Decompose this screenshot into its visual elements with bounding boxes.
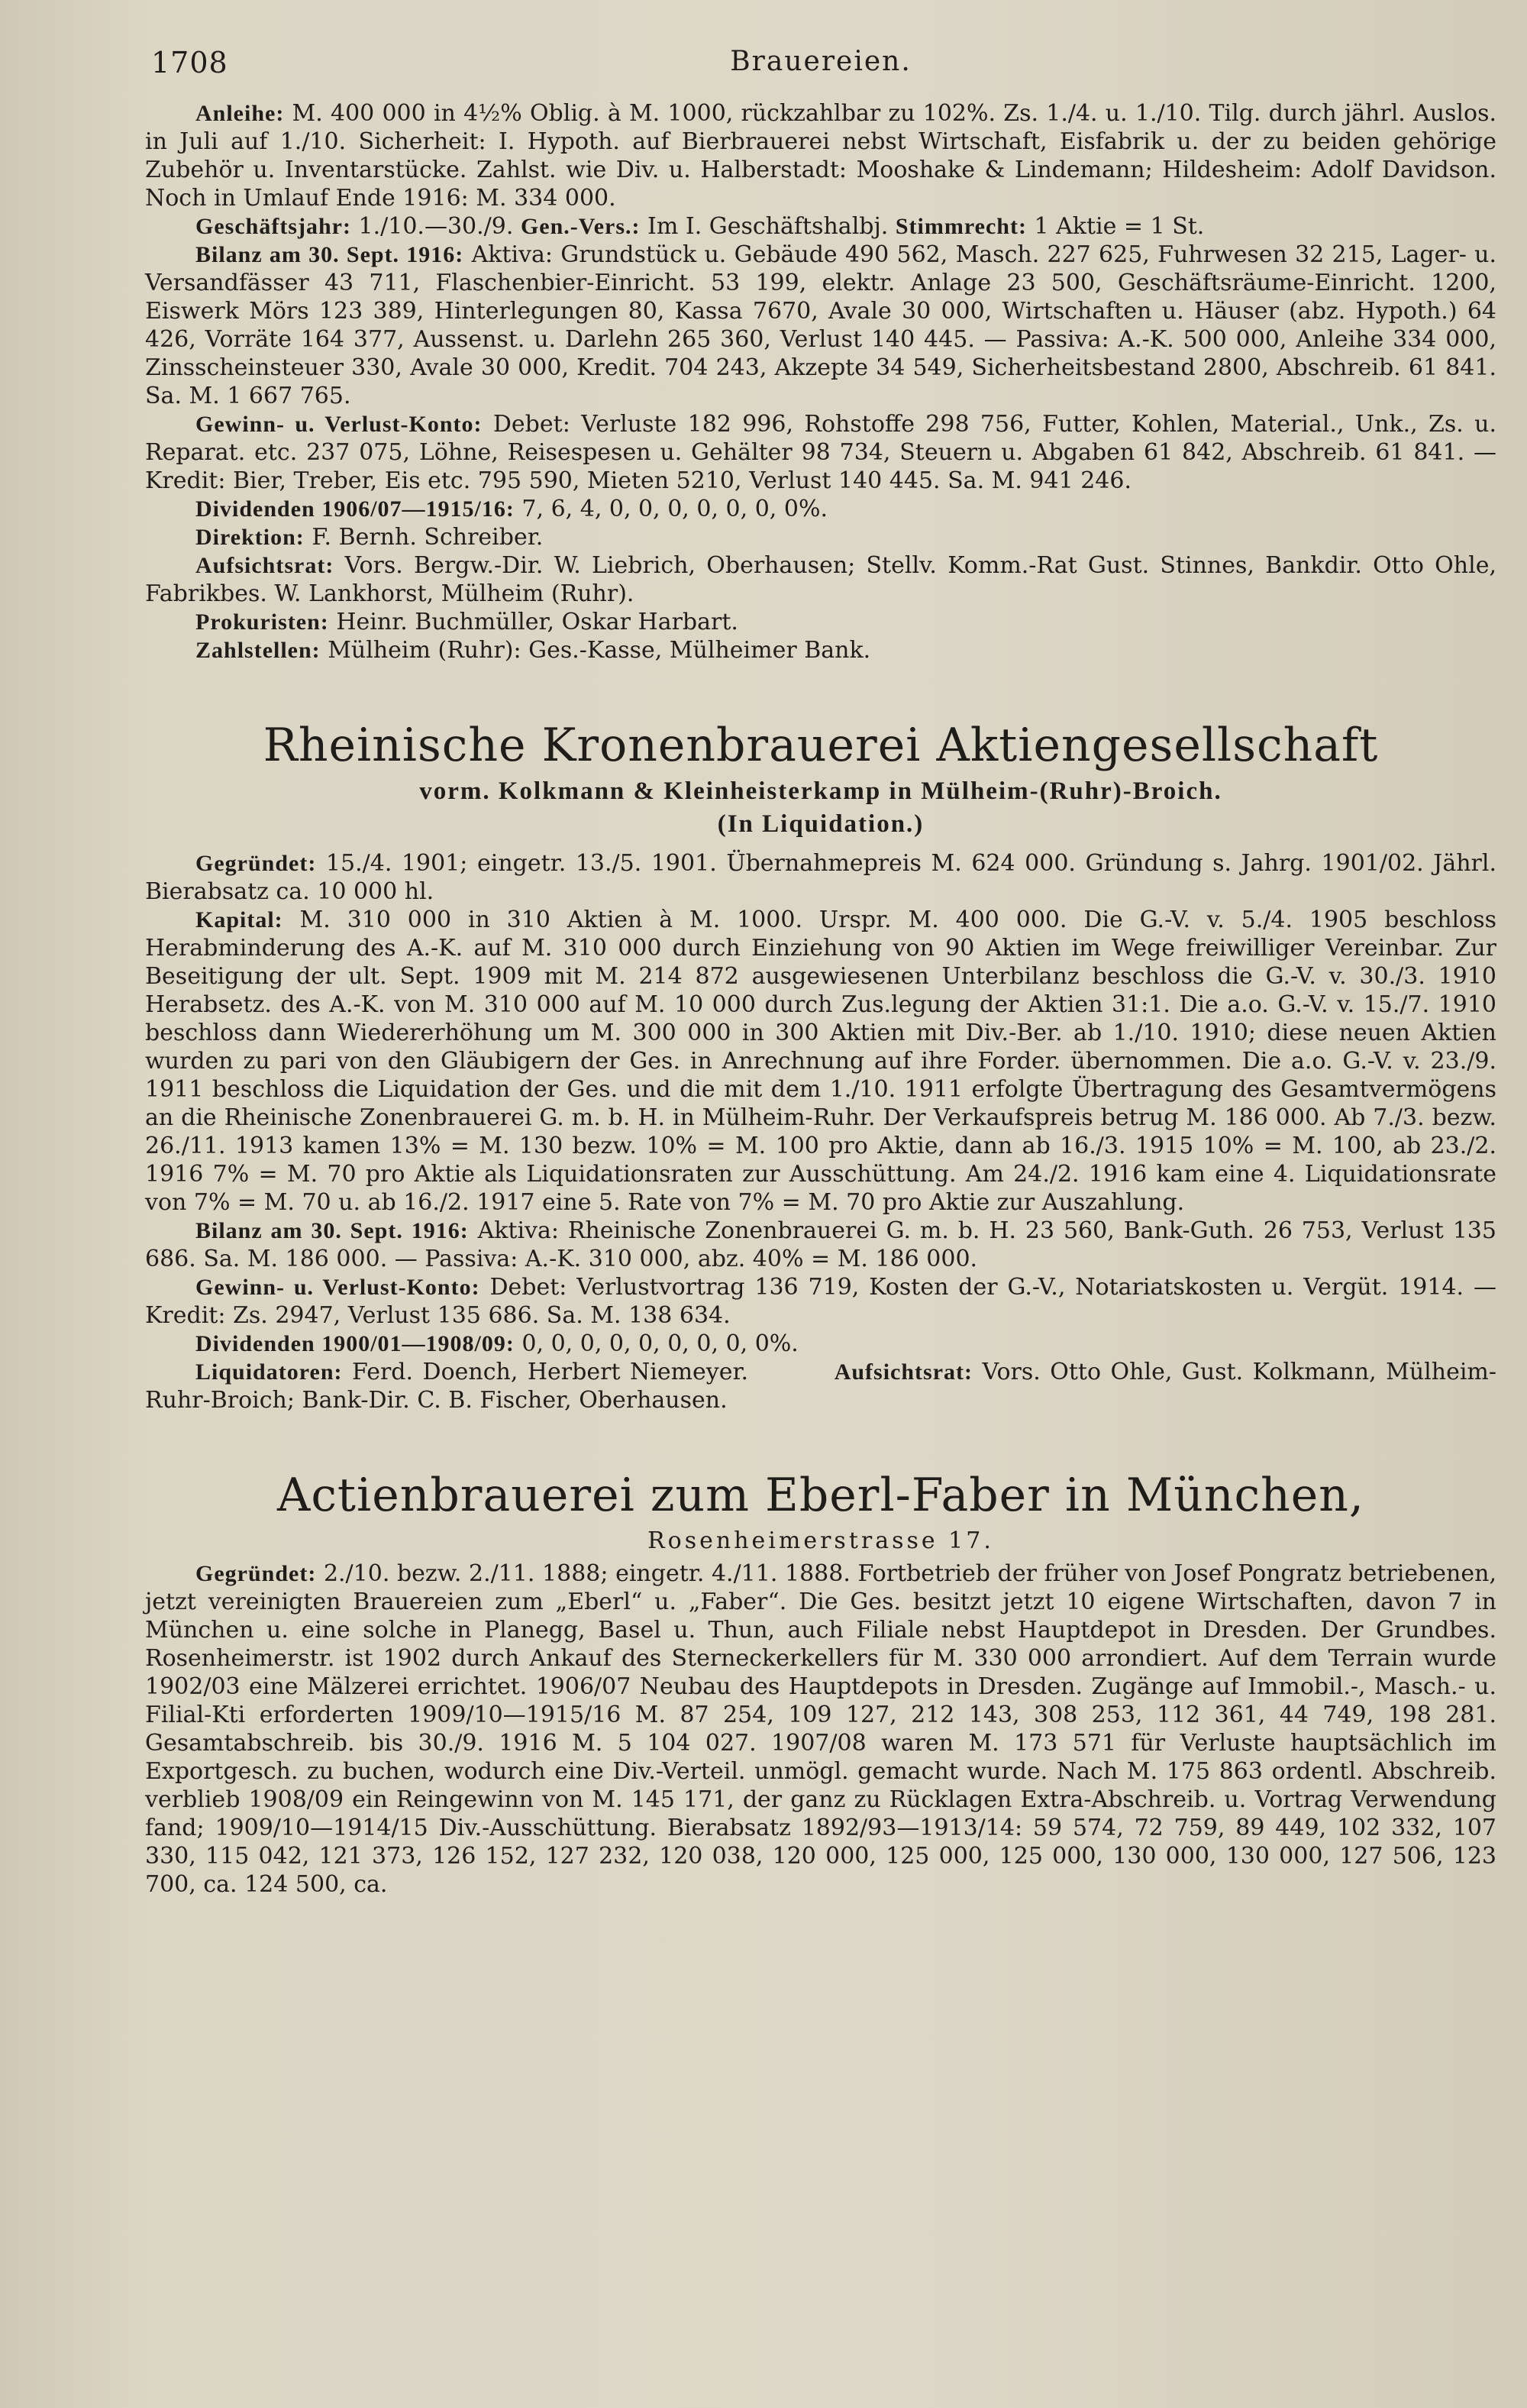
- zahlstellen-paragraph: [145, 636, 1496, 664]
- gegruendet-text: 2./10. bezw. 2./11. 1888; eingetr. 4./11. 1888. Fortbetrieb der früher von Josef Pongratz betriebenen, jetzt vereinigten Brauereien zum „Eberl“ u. „Faber“. Die Ges. besitzt jetzt 10 eigene Wirtschaften, davon 7 in München u. eine solche in Planegg, Basel u. Thun, auch Filiale nebst Hauptdepot in Dresden. Der Grundbes. Rosenheimerstr. ist 1902 durch Ankauf des Sterneckerkellers für M. 330 000 arrondiert. Auf dem Terrain wurde 1902/03 eine Mälzerei errichtet. 1906/07 Neubau des Hauptdepots in Dresden. Zugänge auf Immobil.-, Masch.- u. Filial-Kti erforderten 1909/10—1915/16 M. 87 254, 109 127, 212 143, 308 253, 112 361, 44 749, 198 281. Gesamtabschreib. bis 30./9. 1916 M. 5 104 027. 1907/08 waren M. 173 571 für Verluste hauptsächlich im Exportgesch. zu buchen, wodurch eine Div.-Verteil. unmögl. gemacht wurde. Nach M. 175 863 ordentl. Abschreib. verblieb 1908/09 ein Reingewinn von M. 145 171, der ganz zu Rücklagen Extra-Abschreib. u. Vortrag Verwendung fand; 1909/10—1914/15 Div.-Ausschüttung. Bierabsatz 1892/93—1913/14: 59 574, 72 759, 89 449, 102 332, 107 330, 115 042, 121 373, 126 152, 127 232, 120 038, 120 000, 125 000, 125 000, 130 000, 130 000, 127 506, 123 700, ca. 124 500, ca.: [145, 1560, 1496, 1898]
- prokuristen-paragraph: [145, 608, 1496, 636]
- bilanz-label: Bilanz am 30. Sept. 1916:: [195, 1218, 469, 1243]
- gegruendet-label: Gegründet:: [195, 851, 317, 876]
- prokuristen-label: Prokuristen:: [195, 609, 329, 635]
- zahlstellen-label: Zahlstellen:: [195, 638, 321, 663]
- guv-label: Gewinn- u. Verlust-Konto:: [195, 412, 483, 437]
- company-entry-eberl-faber: [145, 1468, 1496, 1899]
- geschaeftsjahr-text: 1./10.—30./9.: [358, 213, 514, 240]
- company-title: Actienbrauerei zum Eberl-Faber in München,: [276, 1469, 1365, 1522]
- liquidatoren-text: Ferd. Doench, Herbert Niemeyer.: [352, 1359, 749, 1385]
- gegruendet-paragraph: [145, 849, 1496, 906]
- stimmrecht-text: 1 Aktie = 1 St.: [1034, 213, 1205, 240]
- dividenden-label: Dividenden 1906/07—1915/16:: [195, 496, 515, 522]
- bilanz-paragraph: [145, 1217, 1496, 1273]
- kapital-label: Kapital:: [195, 907, 283, 932]
- direktion-text: F. Bernh. Schreiber.: [312, 524, 544, 551]
- kapital-paragraph: [145, 906, 1496, 1217]
- liquidatoren-label: Liquidatoren:: [195, 1359, 343, 1385]
- anleihe-paragraph: [145, 99, 1496, 212]
- guv-paragraph: [145, 1273, 1496, 1330]
- direktion-label: Direktion:: [195, 525, 305, 550]
- stimmrecht-label: Stimmrecht:: [895, 214, 1027, 239]
- direktion-paragraph: [145, 523, 1496, 551]
- dividenden-paragraph: [145, 495, 1496, 523]
- liquidatoren-paragraph: [145, 1358, 1496, 1414]
- gegruendet-text: 15./4. 1901; eingetr. 13./5. 1901. Übernahmepreis M. 624 000. Gründung s. Jahrg. 1901/02. Jährl. Bierabsatz ca. 10 000 hl.: [145, 850, 1496, 905]
- bilanz-label: Bilanz am 30. Sept. 1916:: [195, 242, 464, 267]
- guv-paragraph: [145, 410, 1496, 495]
- genvers-label: Gen.-Vers.:: [520, 214, 641, 239]
- guv-text: Debet: Verlustvortrag 136 719, Kosten der G.-V., Notariatskosten u. Vergüt. 1914. — Kredit: Zs. 2947, Verlust 135 686. Sa. M. 138 634.: [145, 1274, 1496, 1329]
- anleihe-label: Anleihe:: [195, 101, 285, 126]
- company-status: (In Liquidation.): [717, 810, 925, 838]
- company-address: Rosenheimerstrasse 17.: [647, 1527, 994, 1554]
- bilanz-text: Aktiva: Grundstück u. Gebäude 490 562, Masch. 227 625, Fuhrwesen 32 215, Lager- u. Versandfässer 43 711, Flaschenbier-Einricht. 53 199, elektr. Anlage 23 500, Geschäftsräume-Einricht. 1200, Eiswerk Mörs 123 389, Hinterlegungen 80, Kassa 7670, Avale 30 000, Wirtschaften u. Häuser (abz. Hypoth.) 64 426, Vorräte 164 377, Aussenst. u. Darlehn 265 360, Verlust 140 445. — Passiva: A.-K. 500 000, Anleihe 334 000, Zinsscheinsteuer 330, Avale 30 000, Kredit. 704 243, Akzepte 34 549, Sicherheitsbestand 2800, Abschreib. 61 841. Sa. M. 1 667 765.: [145, 241, 1496, 409]
- previous-company-entry: [145, 99, 1496, 664]
- dividenden-text: 7, 6, 4, 0, 0, 0, 0, 0, 0, 0%.: [521, 496, 828, 522]
- company-subtitle: vorm. Kolkmann & Kleinheisterkamp in Mülheim-(Ruhr)-Broich.: [419, 777, 1222, 805]
- bilanz-text: Aktiva: Rheinische Zonenbrauerei G. m. b. H. 23 560, Bank-Guth. 26 753, Verlust 135 686. Sa. M. 186 000. — Passiva: A.-K. 310 000, abz. 40% = M. 186 000.: [145, 1217, 1496, 1272]
- company-title: Rheinische Kronenbrauerei Aktiengesellschaft: [263, 719, 1379, 772]
- anleihe-text: M. 400 000 in 4½% Oblig. à M. 1000, rückzahlbar zu 102%. Zs. 1./4. u. 1./10. Tilg. durch jährl. Auslos. in Juli auf 1./10. Sicherheit: I. Hypoth. auf Bierbrauerei nebst Wirtschaft, Eisfabrik u. der zu beiden gehörige Zubehör u. Inventarstücke. Zahlst. wie Div. u. Halberstadt: Mooshake & Lindemann; Hildesheim: Adolf Davidson. Noch in Umlauf Ende 1916: M. 334 000.: [145, 100, 1496, 212]
- geschaeftsjahr-paragraph: [145, 212, 1496, 241]
- zahlstellen-text: Mülheim (Ruhr): Ges.-Kasse, Mülheimer Bank.: [328, 637, 871, 664]
- guv-label: Gewinn- u. Verlust-Konto:: [195, 1275, 480, 1300]
- dividenden-text: 0, 0, 0, 0, 0, 0, 0, 0, 0%.: [521, 1330, 799, 1357]
- genvers-text: Im I. Geschäftshalbj.: [647, 213, 889, 240]
- bilanz-paragraph: [145, 241, 1496, 410]
- aufsichtsrat-paragraph: [145, 551, 1496, 608]
- aufsichtsrat-text: Vors. Bergw.-Dir. W. Liebrich, Oberhausen; Stellv. Komm.-Rat Gust. Stinnes, Bankdir. Otto Ohle, Fabrikbes. W. Lankhorst, Mülheim (Ruhr).: [145, 552, 1496, 607]
- aufsichtsrat-label: Aufsichtsrat:: [834, 1359, 973, 1385]
- page-number: 1708: [151, 46, 228, 79]
- dividenden-label: Dividenden 1900/01—1908/09:: [195, 1331, 515, 1356]
- running-title: Brauereien.: [730, 46, 912, 77]
- kapital-text: M. 310 000 in 310 Aktien à M. 1000. Urspr. M. 400 000. Die G.-V. v. 5./4. 1905 beschloss Herabminderung des A.-K. auf M. 310 000 durch Einziehung von 90 Aktien im Wege freiwilliger Vereinbar. Zur Beseitigung der ult. Sept. 1909 mit M. 214 872 ausgewiesenen Unterbilanz beschloss die G.-V. v. 30./3. 1910 Herabsetz. des A.-K. von M. 310 000 auf M. 10 000 durch Zus.legung der Aktien 31:1. Die a.o. G.-V. v. 15./7. 1910 beschloss dann Wiedererhöhung um M. 300 000 in 300 Aktien mit Div.-Ber. ab 1./10. 1910; diese neuen Aktien wurden zu pari von den Gläubigern der Ges. in Anrechnung auf ihre Forder. übernommen. Die a.o. G.-V. v. 23./9. 1911 beschloss die Liquidation der Ges. und die mit dem 1./10. 1911 erfolgte Übertragung des Gesamtvermögens an die Rheinische Zonenbrauerei G. m. b. H. in Mülheim-Ruhr. Der Verkaufspreis betrug M. 186 000. Ab 7./3. bezw. 26./11. 1913 kamen 13% = M. 130 bezw. 10% = M. 100 pro Aktie, dann ab 16./3. 1915 10% = M. 100, ab 23./2. 1916 7% = M. 70 pro Aktie als Liquidationsraten zur Ausschüttung. Am 24./2. 1916 kam eine 4. Liquidationsrate von 7% = M. 70 u. ab 16./2. 1917 eine 5. Rate von 7% = M. 70 pro Aktie zur Auszahlung.: [145, 907, 1496, 1216]
- gegruendet-paragraph: [145, 1560, 1496, 1899]
- dividenden-paragraph: [145, 1330, 1496, 1358]
- prokuristen-text: Heinr. Buchmüller, Oskar Harbart.: [336, 609, 738, 635]
- aufsichtsrat-label: Aufsichtsrat:: [195, 553, 334, 578]
- gegruendet-label: Gegründet:: [195, 1561, 317, 1586]
- company-entry-rheinische-kronenbrauerei: [145, 718, 1496, 1414]
- page-header: [145, 46, 1496, 99]
- aufsichtsrat-text: Vors. Otto Ohle, Gust. Kolkmann, Mülheim-Ruhr-Broich; Bank-Dir. C. B. Fischer, Oberhausen.: [145, 1359, 1497, 1414]
- geschaeftsjahr-label: Geschäftsjahr:: [195, 214, 351, 239]
- guv-text: Debet: Verluste 182 996, Rohstoffe 298 756, Futter, Kohlen, Material., Unk., Zs. u. Reparat. etc. 237 075, Löhne, Reisespesen u. Gehälter 98 734, Steuern u. Abgaben 61 842, Abschreib. 61 841. — Kredit: Bier, Treber, Eis etc. 795 590, Mieten 5210, Verlust 140 445. Sa. M. 941 246.: [145, 411, 1496, 494]
